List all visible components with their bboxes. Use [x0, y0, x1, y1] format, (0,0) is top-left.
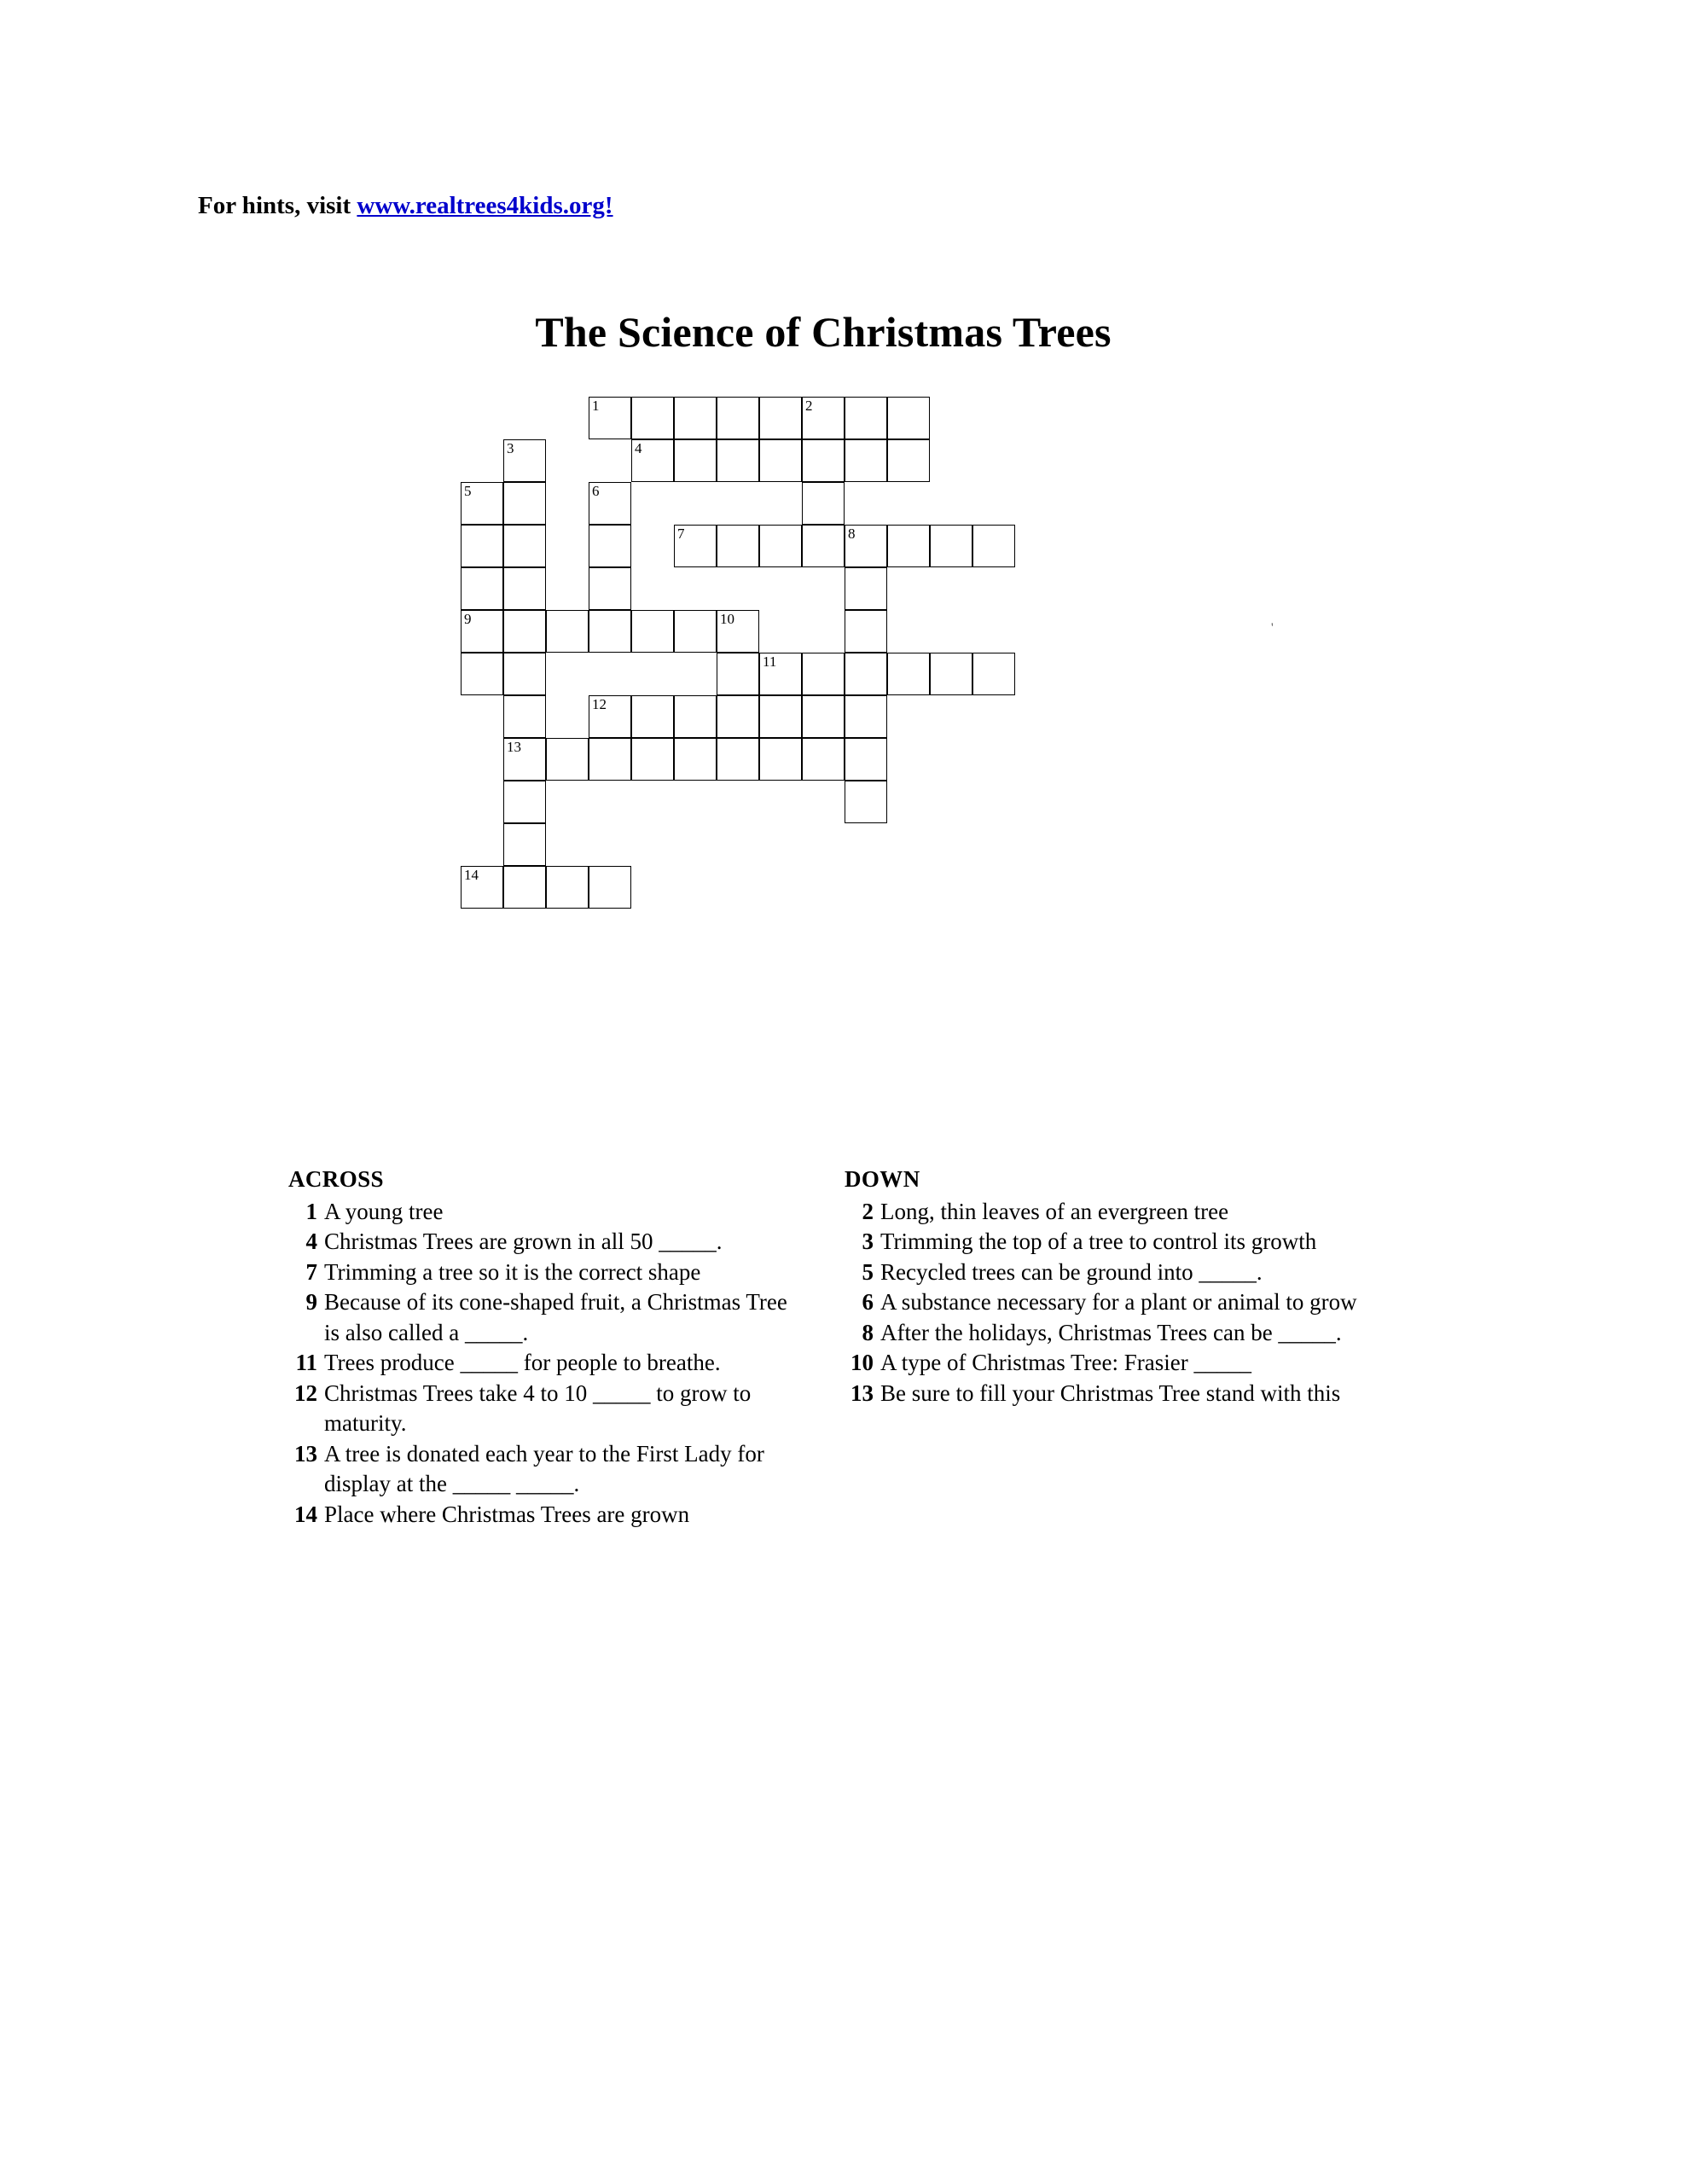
grid-cell[interactable]	[631, 439, 674, 482]
grid-cell[interactable]	[717, 525, 759, 567]
clue-number: 9	[305, 1289, 317, 1315]
grid-cell[interactable]	[589, 525, 631, 567]
grid-cell[interactable]	[717, 653, 759, 695]
grid-cell[interactable]	[589, 397, 631, 439]
clue-text: Trimming the top of a tree to control its growth	[880, 1228, 1317, 1254]
grid-cell[interactable]	[887, 439, 930, 482]
grid-cell[interactable]	[887, 397, 930, 439]
clue-number: 13	[850, 1380, 874, 1406]
clue-number: 11	[295, 1350, 317, 1375]
grid-cell[interactable]	[802, 738, 845, 781]
grid-cell[interactable]	[674, 610, 717, 653]
grid-cell[interactable]	[589, 695, 631, 738]
grid-cell[interactable]	[972, 525, 1015, 567]
grid-cell-number: 11	[763, 653, 777, 670]
across-clue-4	[288, 1227, 800, 1258]
across-clue-11	[288, 1348, 800, 1379]
grid-cell[interactable]	[972, 653, 1015, 695]
grid-cell[interactable]	[759, 738, 802, 781]
across-clue-1	[288, 1197, 800, 1228]
grid-cell[interactable]	[802, 525, 845, 567]
grid-cell[interactable]	[802, 653, 845, 695]
down-clue-6	[845, 1287, 1365, 1318]
clue-text: A tree is donated each year to the First Lady for display at the _____ _____.	[324, 1440, 764, 1496]
grid-cell[interactable]	[759, 397, 802, 439]
down-clue-list	[845, 1197, 1365, 1409]
clue-text: Long, thin leaves of an evergreen tree	[880, 1198, 1229, 1224]
grid-cell[interactable]	[717, 738, 759, 781]
grid-cell-number: 3	[507, 440, 514, 456]
grid-cell[interactable]	[717, 439, 759, 482]
grid-cell[interactable]	[461, 567, 503, 610]
grid-cell[interactable]	[759, 695, 802, 738]
clue-text: After the holidays, Christmas Trees can be _____.	[880, 1319, 1342, 1345]
hint-line	[198, 192, 613, 220]
grid-cell[interactable]	[845, 525, 887, 567]
across-clue-14	[288, 1500, 800, 1531]
across-clue-9	[288, 1287, 800, 1348]
grid-cell[interactable]	[503, 525, 546, 567]
clue-text: A young tree	[324, 1198, 444, 1224]
grid-cell-number: 7	[677, 526, 685, 542]
page-title: The Science of Christmas Trees	[535, 308, 1112, 356]
grid-cell[interactable]	[503, 567, 546, 610]
across-clue-13	[288, 1439, 800, 1500]
grid-cell[interactable]	[503, 610, 546, 653]
grid-cell-number: 9	[464, 611, 472, 627]
grid-cell[interactable]	[802, 695, 845, 738]
grid-cell[interactable]	[503, 439, 546, 482]
across-clue-12	[288, 1379, 800, 1439]
down-clue-8	[845, 1318, 1365, 1349]
down-clue-10	[845, 1348, 1365, 1379]
grid-cell[interactable]	[461, 525, 503, 567]
grid-cell[interactable]	[589, 567, 631, 610]
grid-cell[interactable]	[503, 866, 546, 909]
clue-text: Be sure to fill your Christmas Tree stand with this	[880, 1380, 1341, 1406]
clue-text: Christmas Trees are grown in all 50 _____.	[324, 1228, 723, 1254]
crossword-grid[interactable]	[461, 397, 1263, 1101]
grid-cell-number: 14	[464, 867, 479, 883]
clue-number: 7	[305, 1258, 317, 1285]
grid-cell[interactable]	[674, 695, 717, 738]
grid-cell[interactable]	[845, 738, 887, 781]
clue-number: 6	[862, 1289, 874, 1315]
grid-cell[interactable]	[589, 610, 631, 653]
realtrees4kids-link[interactable]: www.realtrees4kids.org!	[357, 192, 613, 219]
clue-text: Christmas Trees take 4 to 10 _____ to grow to maturity.	[324, 1380, 752, 1436]
clue-text: Trees produce _____ for people to breathe.	[324, 1350, 721, 1375]
grid-cell[interactable]	[503, 738, 546, 781]
down-clue-13	[845, 1379, 1365, 1409]
clue-number: 13	[294, 1440, 317, 1467]
grid-cell[interactable]	[845, 397, 887, 439]
grid-cell[interactable]	[674, 439, 717, 482]
grid-cell-number: 6	[592, 483, 600, 499]
grid-cell[interactable]	[546, 866, 589, 909]
grid-cell[interactable]	[461, 866, 503, 909]
grid-cell[interactable]	[546, 738, 589, 781]
grid-cell-number: 13	[507, 739, 521, 755]
grid-cell[interactable]	[503, 482, 546, 525]
grid-cell[interactable]	[759, 439, 802, 482]
grid-cell[interactable]	[589, 482, 631, 525]
clue-text: A type of Christmas Tree: Frasier _____	[880, 1350, 1251, 1375]
clue-number: 10	[850, 1350, 874, 1375]
grid-cell[interactable]	[887, 653, 930, 695]
grid-cell[interactable]	[802, 397, 845, 439]
stray-mark: '	[1271, 621, 1274, 635]
grid-cell[interactable]	[461, 482, 503, 525]
grid-cell[interactable]	[802, 482, 845, 525]
grid-cell[interactable]	[503, 695, 546, 738]
across-heading: ACROSS	[288, 1166, 384, 1192]
grid-cell[interactable]	[674, 525, 717, 567]
grid-cell[interactable]	[845, 695, 887, 738]
clue-number: 5	[862, 1258, 874, 1285]
grid-cell[interactable]	[759, 525, 802, 567]
across-clue-7	[288, 1258, 800, 1288]
clue-text: Because of its cone-shaped fruit, a Christmas Tree is also called a _____.	[324, 1289, 787, 1345]
grid-cell-number: 1	[592, 398, 600, 414]
grid-cell[interactable]	[845, 567, 887, 610]
grid-cell[interactable]	[674, 738, 717, 781]
clue-text: Recycled trees can be ground into _____.	[880, 1258, 1263, 1285]
grid-cell-number: 5	[464, 483, 472, 499]
clue-text: A substance necessary for a plant or animal to grow	[880, 1289, 1357, 1315]
grid-cell[interactable]	[589, 866, 631, 909]
grid-cell[interactable]	[717, 610, 759, 653]
grid-cell[interactable]	[845, 610, 887, 653]
clue-number: 8	[862, 1319, 874, 1345]
grid-cell[interactable]	[717, 397, 759, 439]
grid-cell-number: 10	[720, 611, 734, 627]
across-clue-list	[288, 1197, 800, 1531]
hint-prefix-text: For hints, visit	[198, 192, 357, 219]
grid-cell[interactable]	[887, 525, 930, 567]
grid-cell[interactable]	[674, 397, 717, 439]
grid-cell-number: 2	[805, 398, 813, 414]
grid-cell[interactable]	[461, 653, 503, 695]
grid-cell[interactable]	[503, 781, 546, 823]
grid-cell[interactable]	[845, 781, 887, 823]
grid-cell[interactable]	[589, 738, 631, 781]
down-heading: DOWN	[845, 1166, 920, 1192]
clue-number: 1	[305, 1198, 317, 1224]
down-clue-2	[845, 1197, 1365, 1228]
grid-cell-number: 8	[848, 526, 856, 542]
down-clue-3	[845, 1227, 1365, 1258]
grid-cell-number: 12	[592, 696, 607, 712]
grid-cell[interactable]	[631, 695, 674, 738]
grid-cell[interactable]	[930, 525, 972, 567]
clue-number: 12	[294, 1380, 317, 1406]
clue-text: Place where Christmas Trees are grown	[324, 1501, 690, 1527]
clues-section	[0, 1165, 1701, 1527]
grid-cell[interactable]	[631, 610, 674, 653]
clue-number: 4	[305, 1228, 317, 1254]
grid-cell[interactable]	[717, 695, 759, 738]
clue-number: 3	[862, 1228, 874, 1254]
grid-cell[interactable]	[503, 823, 546, 866]
grid-cell[interactable]	[802, 439, 845, 482]
clue-number: 2	[862, 1198, 874, 1224]
grid-cell[interactable]	[845, 439, 887, 482]
grid-cell[interactable]	[930, 653, 972, 695]
grid-cell[interactable]	[461, 610, 503, 653]
down-column	[845, 1165, 1365, 1409]
grid-cell[interactable]	[503, 653, 546, 695]
grid-cell[interactable]	[845, 653, 887, 695]
grid-cell-number: 4	[635, 440, 642, 456]
clue-text: Trimming a tree so it is the correct shape	[324, 1258, 701, 1285]
grid-cell[interactable]	[546, 610, 589, 653]
grid-cell[interactable]	[631, 738, 674, 781]
grid-cell[interactable]	[759, 653, 802, 695]
down-clue-5	[845, 1258, 1365, 1288]
across-column	[288, 1165, 800, 1530]
grid-cell[interactable]	[631, 397, 674, 439]
clue-number: 14	[294, 1501, 317, 1527]
